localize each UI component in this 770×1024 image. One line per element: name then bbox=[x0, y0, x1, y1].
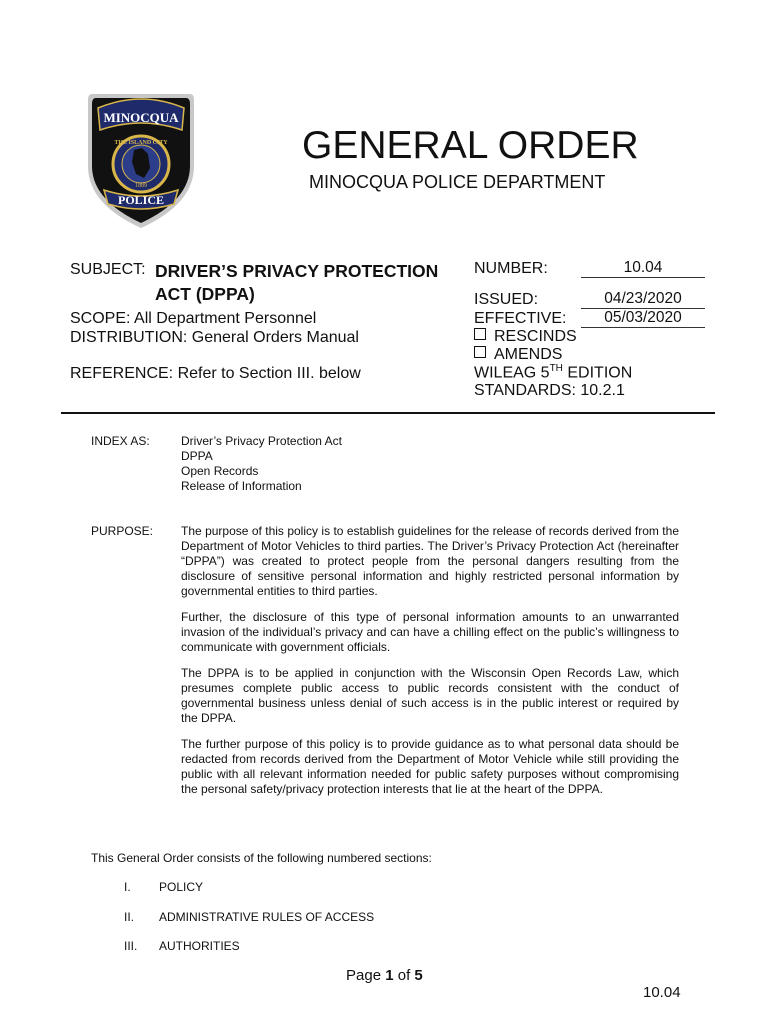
document-title: GENERAL ORDER bbox=[302, 124, 639, 167]
purpose-body bbox=[181, 524, 679, 808]
subject-value bbox=[155, 260, 455, 306]
index-item: Open Records bbox=[181, 464, 259, 478]
wileag-edition bbox=[474, 363, 632, 382]
section-title: ADMINISTRATIVE RULES OF ACCESS bbox=[159, 910, 375, 924]
amends-label: AMENDS bbox=[494, 346, 563, 363]
section-number: III. bbox=[124, 939, 138, 953]
standards-text: STANDARDS: 10.2.1 bbox=[474, 382, 625, 399]
section-title: POLICY bbox=[159, 880, 204, 894]
index-list bbox=[181, 434, 342, 494]
page-total: 5 bbox=[414, 967, 423, 984]
footer-doc-number: 10.04 bbox=[643, 984, 681, 1001]
index-item: Release of Information bbox=[181, 479, 302, 493]
section-number: I. bbox=[124, 880, 131, 894]
logo-top-text: MINOCQUA bbox=[103, 110, 179, 125]
wileag-sup: TH bbox=[549, 363, 563, 374]
issued-value: 04/23/2020 bbox=[581, 290, 705, 309]
logo-ring-text: THE ISLAND CITY bbox=[114, 140, 168, 146]
amends-checkbox-row bbox=[474, 346, 562, 364]
page-indicator bbox=[346, 967, 423, 984]
section-number: II. bbox=[124, 910, 135, 924]
purpose-paragraph: Further, the disclosure of this type of personal information amounts to an unwarranted invasion of the individual’s privacy and can have a chilling effect on the public’s willingness to communicate with government officials. bbox=[181, 610, 679, 654]
distribution-text: DISTRIBUTION: General Orders Manual bbox=[70, 329, 359, 346]
section-title: AUTHORITIES bbox=[159, 939, 240, 953]
police-badge-logo bbox=[82, 86, 200, 232]
logo-bottom-text: POLICE bbox=[117, 193, 165, 207]
rescinds-label: RESCINDS bbox=[494, 328, 577, 345]
effective-label: EFFECTIVE: bbox=[474, 310, 567, 327]
wileag-prefix: WILEAG 5 bbox=[474, 364, 550, 382]
effective-value: 05/03/2020 bbox=[581, 309, 705, 328]
purpose-paragraph: The DPPA is to be applied in conjunction with the Wisconsin Open Records Law, which presumes complete public access to public records consistent with the conduct of governmental business unless denial of such access is in the public interest or required by the DPPA. bbox=[181, 666, 679, 725]
header-divider bbox=[61, 412, 715, 414]
reference-text: REFERENCE: Refer to Section III. below bbox=[70, 365, 361, 382]
amends-checkbox bbox=[474, 346, 486, 358]
logo-year: 1889 bbox=[135, 183, 147, 189]
subject-line-1: DRIVER’S PRIVACY PROTECTION bbox=[155, 261, 439, 281]
scope-text: SCOPE: All Department Personnel bbox=[70, 310, 317, 327]
index-item: DPPA bbox=[181, 449, 213, 463]
subject-line-2: ACT (DPPA) bbox=[155, 284, 255, 304]
index-item: Driver’s Privacy Protection Act bbox=[181, 434, 342, 448]
department-name: MINOCQUA POLICE DEPARTMENT bbox=[309, 172, 606, 192]
of-word: of bbox=[397, 967, 411, 984]
subject-label: SUBJECT: bbox=[70, 261, 146, 278]
page-word: Page bbox=[346, 967, 382, 984]
sections-intro: This General Order consists of the following numbered sections: bbox=[91, 851, 432, 865]
index-label: INDEX AS: bbox=[91, 434, 150, 448]
issued-label: ISSUED: bbox=[474, 291, 539, 308]
purpose-paragraph: The further purpose of this policy is to provide guidance as to what personal data should be redacted from records derived from the Department of Motor Vehicle while still providing the public with all relevant information needed for public safety purposes without compromising the personal safety/privacy protection interests that lie at the heart of the DPPA. bbox=[181, 737, 679, 796]
number-value: 10.04 bbox=[581, 259, 705, 278]
purpose-label: PURPOSE: bbox=[91, 524, 154, 538]
purpose-paragraph: The purpose of this policy is to establish guidelines for the release of records derived from the Department of Motor Vehicles to third parties. The Driver’s Privacy Protection Act (hereinafter “DPPA”) was created to protect people from the personal dangers resulting from the disclosure of sensitive personal information and highly restricted personal information by governmental entities to third parties. bbox=[181, 524, 679, 598]
rescinds-checkbox-row bbox=[474, 328, 577, 346]
rescinds-checkbox bbox=[474, 328, 486, 340]
page-number: 1 bbox=[385, 967, 394, 984]
number-label: NUMBER: bbox=[474, 260, 548, 277]
wileag-suffix: EDITION bbox=[562, 364, 633, 382]
